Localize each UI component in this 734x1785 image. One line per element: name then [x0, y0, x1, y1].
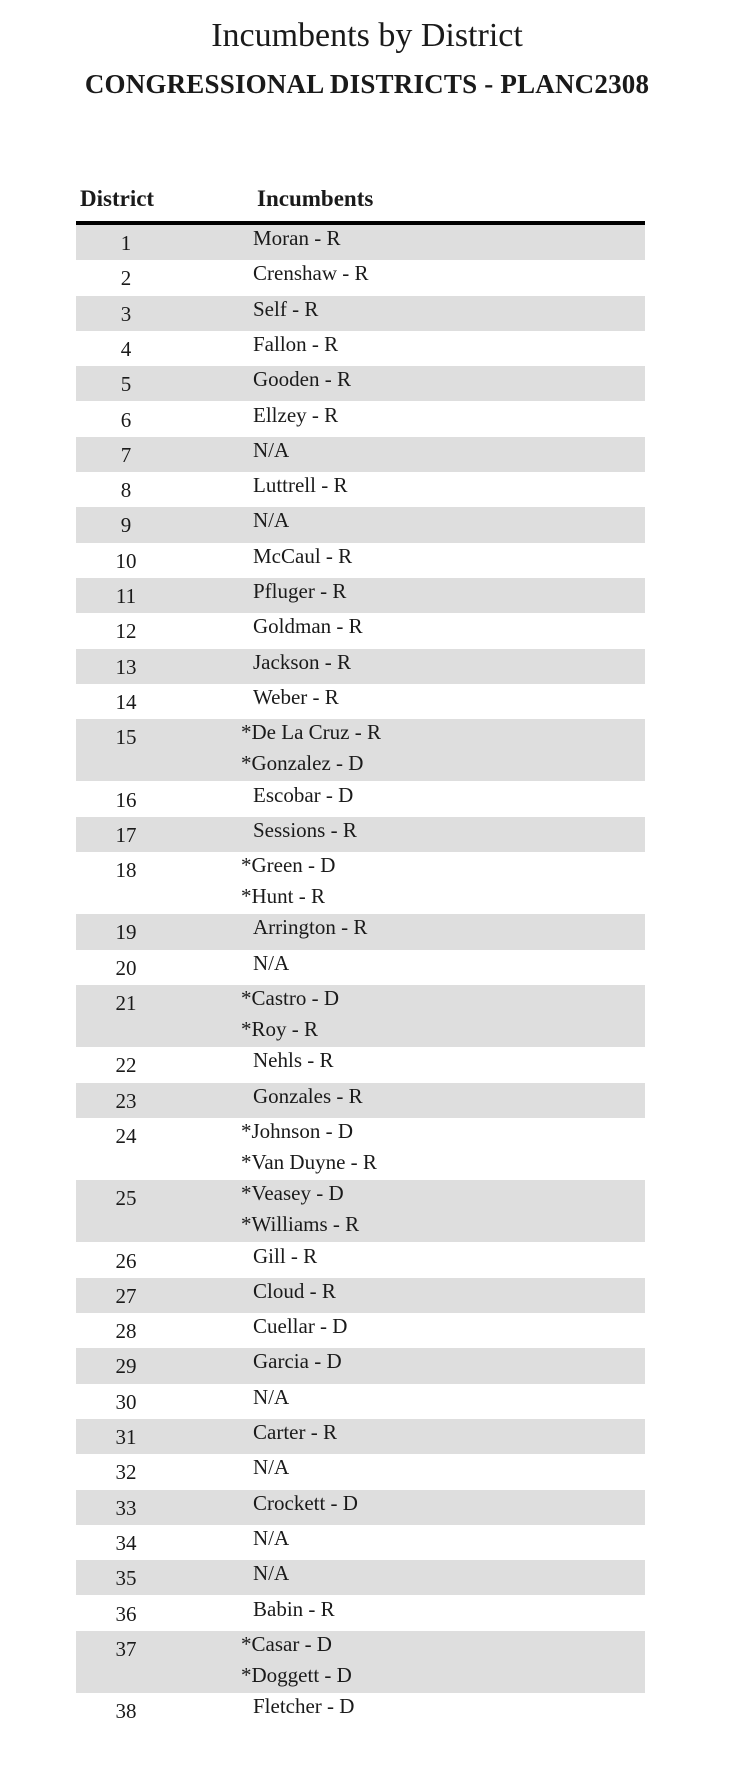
district-number: 14 — [115, 689, 137, 714]
district-number: 18 — [115, 858, 137, 883]
district-number: 19 — [115, 920, 137, 945]
district-number: 2 — [120, 266, 132, 291]
table-row — [76, 331, 645, 366]
page-subtitle: CONGRESSIONAL DISTRICTS - PLANC2308 — [84, 69, 650, 99]
table-row — [76, 914, 645, 949]
district-number: 8 — [120, 478, 132, 503]
table-row — [76, 472, 645, 507]
table-row — [76, 1490, 645, 1525]
table-row — [76, 402, 645, 437]
table-row — [76, 1083, 645, 1118]
incumbent-name: Arrington - R — [253, 915, 368, 940]
district-number: 22 — [115, 1053, 137, 1078]
district-number: 17 — [115, 822, 137, 847]
district-number: 29 — [115, 1354, 137, 1379]
incumbent-name: *Casar - D — [241, 1631, 332, 1656]
district-number: 21 — [115, 991, 137, 1015]
incumbent-name: *Doggett - D — [241, 1662, 352, 1687]
table-row — [76, 507, 645, 542]
table-row — [76, 1348, 645, 1383]
table-row — [76, 817, 645, 852]
incumbent-name: N/A — [253, 508, 290, 533]
district-number: 28 — [115, 1319, 137, 1344]
incumbent-name: *Roy - R — [241, 1017, 319, 1041]
table-row — [76, 1118, 645, 1180]
district-number: 26 — [115, 1248, 137, 1273]
incumbent-name: Nehls - R — [253, 1048, 334, 1073]
incumbent-name: N/A — [253, 1561, 290, 1586]
table-row — [76, 684, 645, 719]
district-number: 23 — [115, 1088, 137, 1113]
table-row — [76, 578, 645, 613]
table-row — [76, 649, 645, 684]
district-number: 33 — [115, 1495, 137, 1520]
incumbent-name: N/A — [253, 1384, 290, 1409]
incumbent-name: *Castro - D — [241, 986, 339, 1010]
page-title: Incumbents by District — [211, 17, 523, 54]
incumbent-name: N/A — [253, 1455, 290, 1480]
table-row — [76, 1560, 645, 1595]
table-row — [76, 985, 645, 1047]
table-row — [76, 1631, 645, 1693]
table-row — [76, 719, 645, 781]
table-row — [76, 852, 645, 914]
district-number: 4 — [120, 336, 132, 361]
district-number: 13 — [115, 654, 137, 679]
table-row — [76, 366, 645, 401]
table-row — [76, 1419, 645, 1454]
incumbent-name: Crenshaw - R — [253, 261, 369, 286]
table-row — [76, 613, 645, 648]
district-number: 32 — [115, 1460, 137, 1485]
incumbent-name: *Van Duyne - R — [241, 1149, 377, 1174]
district-number: 36 — [115, 1601, 137, 1626]
incumbent-name: *Hunt - R — [241, 884, 325, 909]
incumbent-name: Fallon - R — [253, 331, 339, 356]
table-row — [76, 260, 645, 295]
incumbent-name: Self - R — [253, 296, 319, 321]
table-row — [76, 437, 645, 472]
incumbent-name: Goldman - R — [253, 614, 363, 639]
incumbent-name: Sessions - R — [253, 817, 357, 842]
incumbent-name: Ellzey - R — [253, 402, 339, 427]
incumbent-name: Cloud - R — [253, 1278, 336, 1303]
district-number: 24 — [115, 1123, 137, 1148]
incumbent-name: N/A — [253, 1525, 290, 1550]
district-number: 25 — [115, 1186, 137, 1211]
incumbent-name: Fletcher - D — [253, 1694, 355, 1719]
district-number: 35 — [115, 1566, 137, 1591]
district-number: 12 — [115, 619, 137, 644]
district-number: 31 — [115, 1425, 137, 1449]
incumbent-name: *Johnson - D — [241, 1118, 354, 1143]
district-number: 34 — [115, 1530, 137, 1555]
incumbent-name: Babin - R — [253, 1596, 335, 1621]
incumbent-name: Gonzales - R — [253, 1083, 363, 1108]
incumbent-name: Weber - R — [253, 684, 339, 709]
incumbent-name: N/A — [253, 950, 290, 975]
incumbent-name: Garcia - D — [253, 1349, 342, 1374]
incumbent-name: *Veasey - D — [241, 1181, 344, 1206]
incumbent-name: Crockett - D — [253, 1490, 358, 1515]
incumbent-name: Carter - R — [253, 1420, 337, 1444]
district-number: 20 — [115, 955, 137, 980]
table-row — [76, 1525, 645, 1560]
incumbent-name: *Green - D — [241, 853, 336, 878]
district-number: 1 — [120, 231, 132, 255]
district-number: 9 — [120, 513, 132, 538]
district-number: 5 — [120, 372, 132, 397]
table-row — [76, 1596, 645, 1631]
incumbent-name: N/A — [253, 437, 290, 462]
table-row — [76, 782, 645, 817]
table-row — [76, 1243, 645, 1278]
incumbent-name: Escobar - D — [253, 782, 354, 807]
table-row — [76, 543, 645, 578]
table-row — [76, 296, 645, 331]
column-header-district: District — [80, 186, 155, 211]
table-row — [76, 1180, 645, 1242]
district-number: 15 — [115, 725, 137, 750]
incumbent-name: *Williams - R — [241, 1212, 360, 1237]
incumbent-name: Gill - R — [253, 1243, 318, 1268]
district-number: 37 — [115, 1636, 137, 1661]
district-number: 16 — [115, 787, 137, 812]
district-number: 10 — [115, 548, 137, 573]
incumbent-name: *De La Cruz - R — [241, 720, 381, 745]
district-number: 27 — [115, 1283, 137, 1308]
table-row — [76, 1454, 645, 1489]
column-header-incumbents: Incumbents — [257, 186, 374, 211]
district-number: 38 — [115, 1699, 137, 1724]
incumbent-name: McCaul - R — [253, 543, 353, 568]
district-number: 6 — [120, 407, 132, 432]
incumbent-name: *Gonzalez - D — [241, 751, 364, 776]
incumbents-table — [76, 225, 645, 1728]
incumbent-name: Gooden - R — [253, 367, 351, 392]
table-row — [76, 225, 645, 260]
district-number: 30 — [115, 1389, 137, 1414]
table-row — [76, 1693, 645, 1728]
incumbent-name: Jackson - R — [253, 649, 351, 674]
incumbent-name: Luttrell - R — [253, 473, 348, 498]
district-number: 11 — [115, 584, 137, 608]
district-number: 3 — [120, 301, 132, 326]
table-row — [76, 1047, 645, 1082]
incumbent-name: Pfluger - R — [253, 579, 347, 603]
incumbent-name: Moran - R — [253, 226, 341, 250]
district-number: 7 — [120, 442, 132, 467]
table-row — [76, 1313, 645, 1348]
table-row — [76, 1278, 645, 1313]
incumbent-name: Cuellar - D — [253, 1314, 348, 1339]
table-row — [76, 950, 645, 985]
table-row — [76, 1384, 645, 1419]
